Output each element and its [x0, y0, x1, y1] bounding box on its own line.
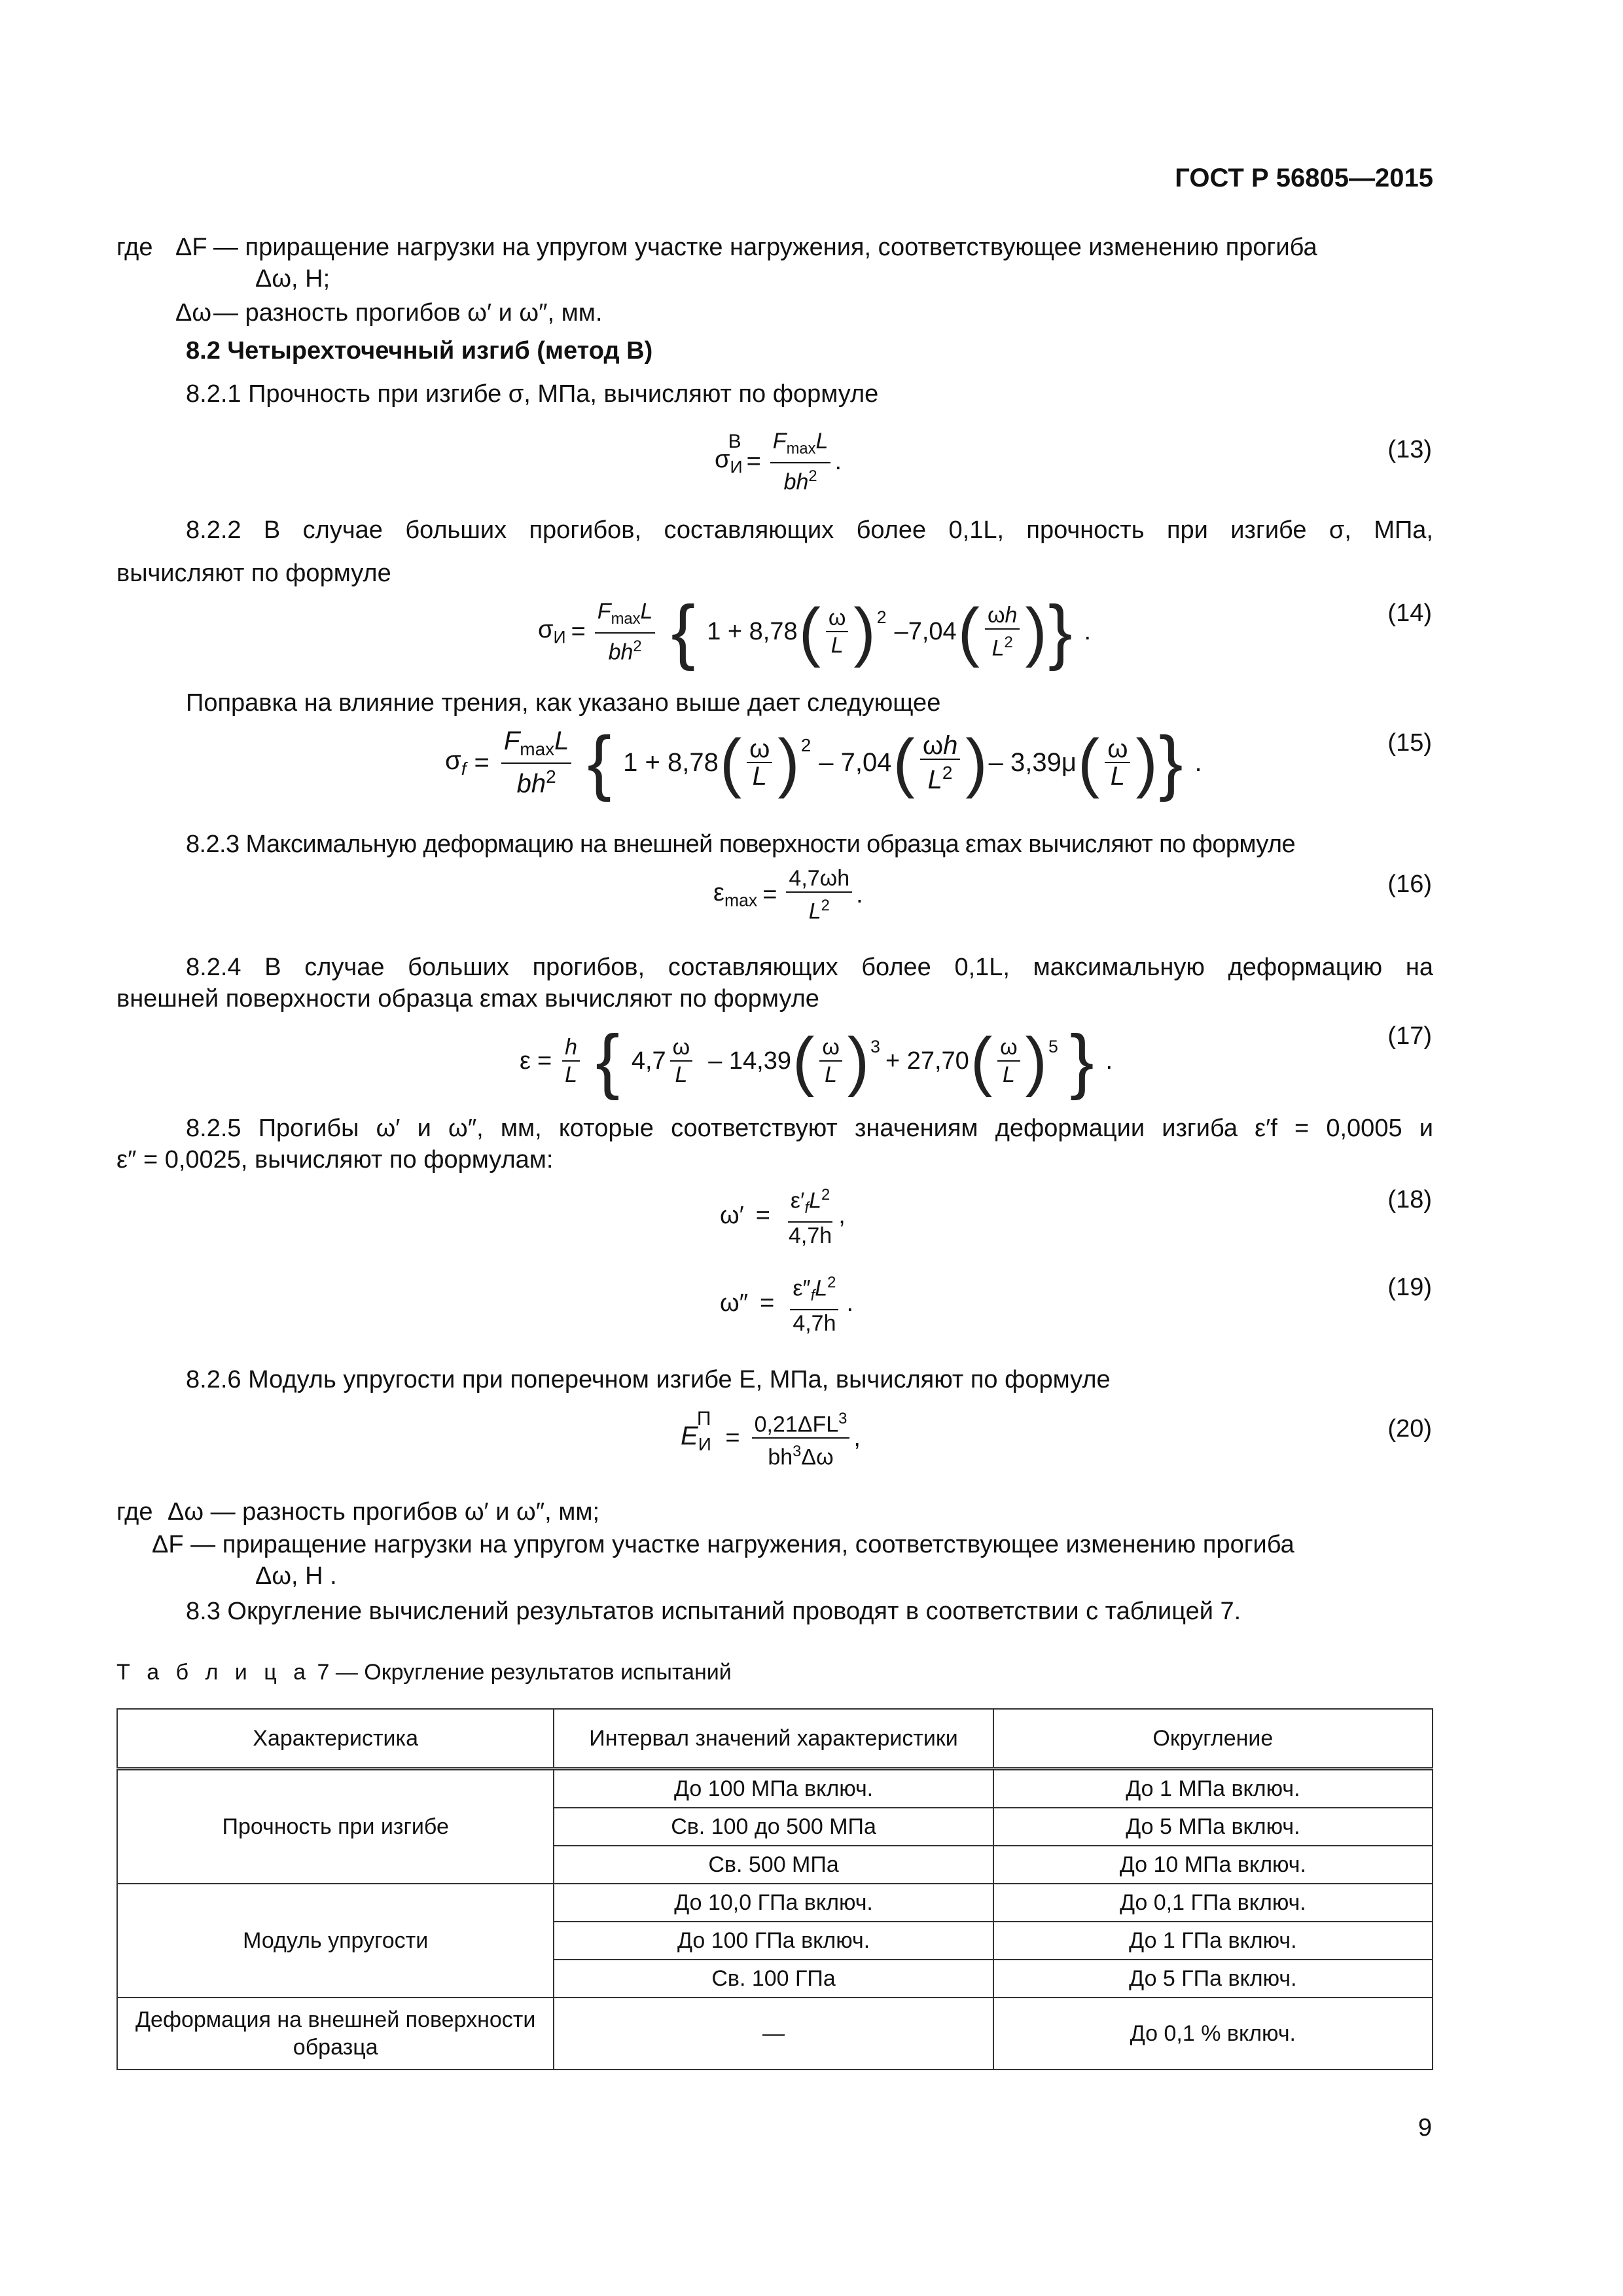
- formula-17-term-a: 4,7: [631, 1047, 666, 1075]
- equation-number-14: (14): [1387, 600, 1432, 627]
- table-cell: Св. 500 МПа: [554, 1846, 993, 1884]
- rounding-table: [116, 1708, 1433, 2070]
- equation-number-20: (20): [1387, 1415, 1432, 1443]
- formula-18-denominator: 4,7h: [789, 1223, 832, 1249]
- table-cell: До 100 ГПа включ.: [554, 1922, 993, 1960]
- delta-omega-definition-bottom: Δω — разность прогибов ω′ и ω″, мм;: [168, 1498, 600, 1526]
- formula-15: $\sigma_f$ = $\frac{F_{max}L}{bh^2}$ { 1 + 8,78 ( $\frac{\omega}{L}$ ) $^2$ – 7,04 ( $\frac{\omega h}{L^2}$ ) – 3,39μ ( $\frac{\omega}{L}$ ) } .: [445, 722, 1202, 802]
- delta-omega-symbol: Δω: [175, 299, 212, 327]
- header-interval: Интервал значений характеристики: [554, 1709, 993, 1769]
- formula-15-term-b: – 7,04: [819, 747, 892, 777]
- table-cell: До 0,1 % включ.: [993, 1998, 1433, 2070]
- section-title: 8.2 Четырехточечный изгиб (метод B): [186, 337, 653, 365]
- document-id: ГОСТ Р 56805—2015: [1175, 164, 1433, 192]
- table-caption-title: 7 — Округление результатов испытаний: [317, 1660, 732, 1685]
- table-cell: До 5 ГПа включ.: [993, 1960, 1433, 1998]
- formula-16-numerator: 4,7ωh: [786, 865, 852, 893]
- table-row: [117, 1884, 1433, 1922]
- paragraph-8-2-5-line2: ε″ = 0,0025, вычисляют по формулам:: [116, 1146, 554, 1174]
- equation-number-17: (17): [1387, 1022, 1432, 1050]
- equation-number-18: (18): [1387, 1186, 1432, 1213]
- table-cell: До 10,0 ГПа включ.: [554, 1884, 993, 1922]
- equation-number-13: (13): [1387, 436, 1432, 463]
- formula-19-denominator: 4,7h: [793, 1311, 836, 1336]
- paragraph-8-2-4-line1: 8.2.4 В случае больших прогибов, составляющих более 0,1L, максимальную деформацию на: [186, 954, 1433, 981]
- paragraph-8-2-2-line2: вычисляют по формуле: [116, 560, 391, 587]
- formula-17-term-b: – 14,39: [708, 1047, 791, 1075]
- delta-f-definition-bottom: ΔF — приращение нагрузки на упругом участке нагружения, соответствующее изменению прогиба: [152, 1531, 1294, 1558]
- where-label-bottom: где: [116, 1498, 153, 1526]
- table-cell: До 10 МПа включ.: [993, 1846, 1433, 1884]
- group-name-strength: Прочность при изгибе: [117, 1769, 554, 1884]
- table-caption: [116, 1660, 732, 1685]
- table-row: [117, 1769, 1433, 1808]
- formula-13: $\sigma_И^B$ = $\frac{F_{max}L}{bh^2}$ .: [715, 429, 842, 495]
- delta-omega-definition: — разность прогибов ω′ и ω″, мм.: [213, 299, 603, 327]
- paragraph-8-3: 8.3 Округление вычислений результатов испытаний проводят в соответствии с таблицей 7.: [186, 1598, 1241, 1625]
- group-name-deformation: Деформация на внешней поверхности образца: [117, 1998, 554, 2070]
- paragraph-8-2-6: 8.2.6 Модуль упругости при поперечном изгибе E, МПа, вычисляют по формуле: [186, 1366, 1111, 1393]
- where-label: где: [116, 234, 153, 261]
- delta-f-definition-cont: Δω, Н;: [255, 265, 330, 293]
- paragraph-8-2-4-line2: внешней поверхности образца εmax вычисляют по формуле: [116, 985, 819, 1013]
- group-name-modulus: Модуль упругости: [117, 1884, 554, 1998]
- formula-15-term-c: – 3,39μ: [988, 747, 1077, 777]
- formula-14: $\sigma_И$ = $\frac{F_{max}L}{bh^2}$ { 1 + 8,78 ( $\frac{\omega}{L}$ ) $^2$ –7,04 ( $\frac{\omega h}{L^2}$ ) } .: [538, 591, 1092, 672]
- header-characteristic: Характеристика: [117, 1709, 554, 1769]
- table-cell: До 0,1 ГПа включ.: [993, 1884, 1433, 1922]
- table-cell: До 1 ГПа включ.: [993, 1922, 1433, 1960]
- paragraph-8-2-3: 8.2.3 Максимальную деформацию на внешней поверхности образца εmax вычисляют по формуле: [186, 831, 1296, 858]
- formula-14-term-b: –7,04: [894, 617, 957, 645]
- formula-17-term-c: + 27,70: [885, 1047, 969, 1075]
- table-cell: —: [554, 1998, 993, 2070]
- formula-20-denominator: bh: [768, 1444, 793, 1470]
- formula-17: ε = $\frac{h}{L}$ { 4,7 $\frac{\omega}{L}$ – 14,39 ( $\frac{\omega}{L}$ ) $^3$ + 27,70 ( $\frac{\omega}{L}$ ) $^5$ } .: [520, 1020, 1113, 1101]
- table-cell: Св. 100 ГПа: [554, 1960, 993, 1998]
- formula-19: ω″ = $\frac{\varepsilon''_fL^2}{4,7h}$ .: [720, 1270, 853, 1336]
- equation-number-16: (16): [1387, 870, 1432, 898]
- table-header-row: [117, 1709, 1433, 1769]
- table-row: [117, 1998, 1433, 2070]
- formula-14-term-a: 1 + 8,78: [707, 617, 798, 645]
- paragraph-8-2-2-line1: 8.2.2 В случае больших прогибов, составляющих более 0,1L, прочность при изгибе σ, МПа,: [186, 516, 1433, 544]
- table-cell: До 100 МПа включ.: [554, 1769, 993, 1808]
- paragraph-friction: Поправка на влияние трения, как указано выше дает следующее: [186, 689, 941, 717]
- table-caption-word: Т а б л и ц а: [116, 1660, 312, 1685]
- header-rounding: Округление: [993, 1709, 1433, 1769]
- formula-20: $E_И^П$ = $\frac{0,21\Delta FL^3}{bh^3\Delta\omega}$ ,: [681, 1406, 861, 1471]
- table-cell: До 5 МПа включ.: [993, 1808, 1433, 1846]
- formula-20-numerator: 0,21ΔFL: [754, 1412, 839, 1437]
- page-number: 9: [1418, 2114, 1432, 2142]
- delta-f-symbol: ΔF: [175, 234, 207, 261]
- delta-f-definition-bottom-cont: Δω, Н .: [255, 1562, 337, 1590]
- equation-number-19: (19): [1387, 1274, 1432, 1301]
- paragraph-8-2-1: 8.2.1 Прочность при изгибе σ, МПа, вычисляют по формуле: [186, 380, 879, 408]
- formula-18: ω′ = $\frac{\varepsilon'_fL^2}{4,7h}$ ,: [720, 1182, 846, 1249]
- delta-f-definition: — приращение нагрузки на упругом участке нагружения, соответствующее изменению прогиба: [213, 234, 1317, 261]
- formula-16: $\varepsilon_{max}$ = $\frac{4,7\omega h}{L^2}$ .: [713, 866, 863, 924]
- paragraph-8-2-5-line1: 8.2.5 Прогибы ω′ и ω″, мм, которые соответствуют значениям деформации изгиба ε′f = 0,0005 и: [186, 1115, 1433, 1142]
- table-cell: Св. 100 до 500 МПа: [554, 1808, 993, 1846]
- table-cell: До 1 МПа включ.: [993, 1769, 1433, 1808]
- equation-number-15: (15): [1387, 729, 1432, 757]
- formula-15-term-a: 1 + 8,78: [623, 747, 719, 777]
